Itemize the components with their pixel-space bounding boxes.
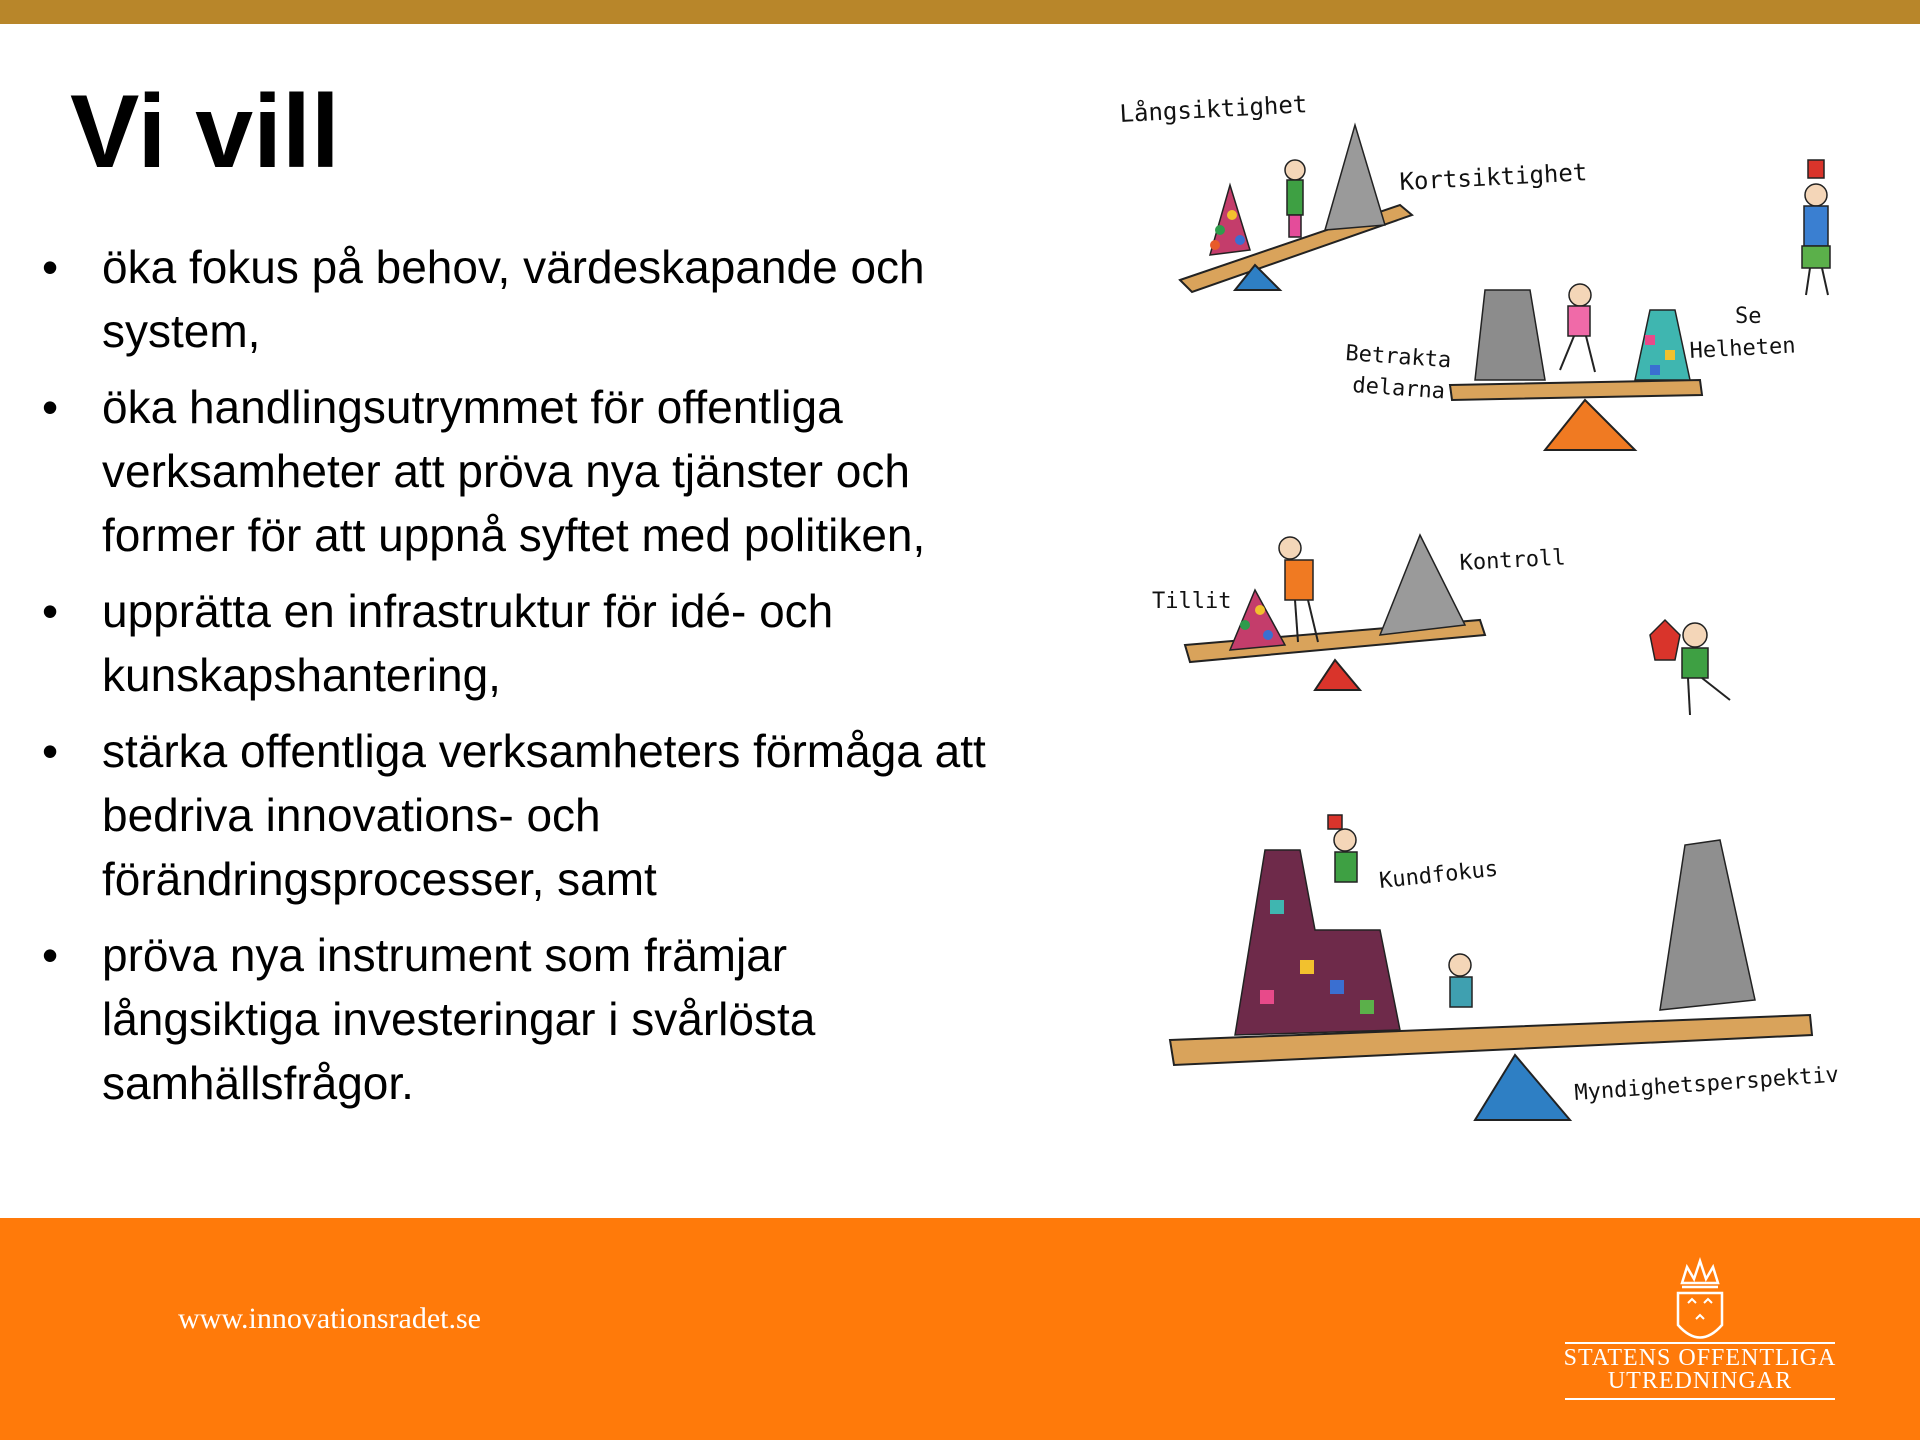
figure-carrying-balls [1650,620,1730,715]
bullet-list [40,235,1000,1127]
label-myndighetsperspektiv: Myndighetsperspektiv [1573,1062,1840,1106]
bullet-dot: • [42,241,59,293]
bullet-item [40,375,1000,567]
label-betrakta: Betrakta [1344,341,1453,374]
slide-title: Vi vill [70,74,340,190]
bullet-dot: • [42,929,59,981]
balance-illustration [1090,80,1920,1190]
bullet-item [40,579,1000,707]
bullet-item [40,235,1000,363]
bullet-item [40,719,1000,911]
bullet-text: upprätta en infrastruktur för idé- och kunskapshantering, [102,585,834,701]
label-helheten: Helheten [1689,333,1797,364]
bullet-text: stärka offentliga verksamheters förmåga att bedriva innovations- och förändringsprocesser, samt [102,725,986,905]
top-accent-bar [0,0,1920,24]
bullet-item [40,923,1000,1115]
scale-customer [1170,815,1840,1120]
label-se: Se [1735,304,1762,329]
scale-longterm [1119,89,1588,292]
label-kontroll: Kontroll [1459,545,1567,576]
bullet-dot: • [42,725,59,777]
bullet-dot: • [42,585,59,637]
scale-trust [1152,535,1566,690]
bullet-text: öka handlingsutrymmet för offentliga verksamheter att pröva nya tjänster och former för att uppnå syftet med politiken, [102,381,926,561]
label-langsiktighet: Långsiktighet [1118,90,1308,128]
scale-whole [1345,284,1797,450]
bullet-dot: • [42,381,59,433]
logo-text-line2: UTREDNINGAR [1607,1368,1793,1394]
label-tillit: Tillit [1152,589,1232,614]
label-delarna: delarna [1351,373,1446,405]
logo-text-line1: STATENS OFFENTLIGA [1563,1345,1837,1371]
bullet-text: öka fokus på behov, värdeskapande och system, [102,241,925,357]
logo-divider-bottom [1565,1398,1835,1400]
label-kundfokus: Kundfokus [1378,856,1500,894]
footer-url: www.innovationsradet.se [178,1302,481,1335]
bullet-text: pröva nya instrument som främjar långsiktiga investeringar i svårlösta samhällsfrågor. [102,929,816,1109]
figure-holding-block [1802,160,1830,295]
label-kortsiktighet: Kortsiktighet [1398,158,1588,196]
logo-divider-top [1565,1342,1835,1344]
